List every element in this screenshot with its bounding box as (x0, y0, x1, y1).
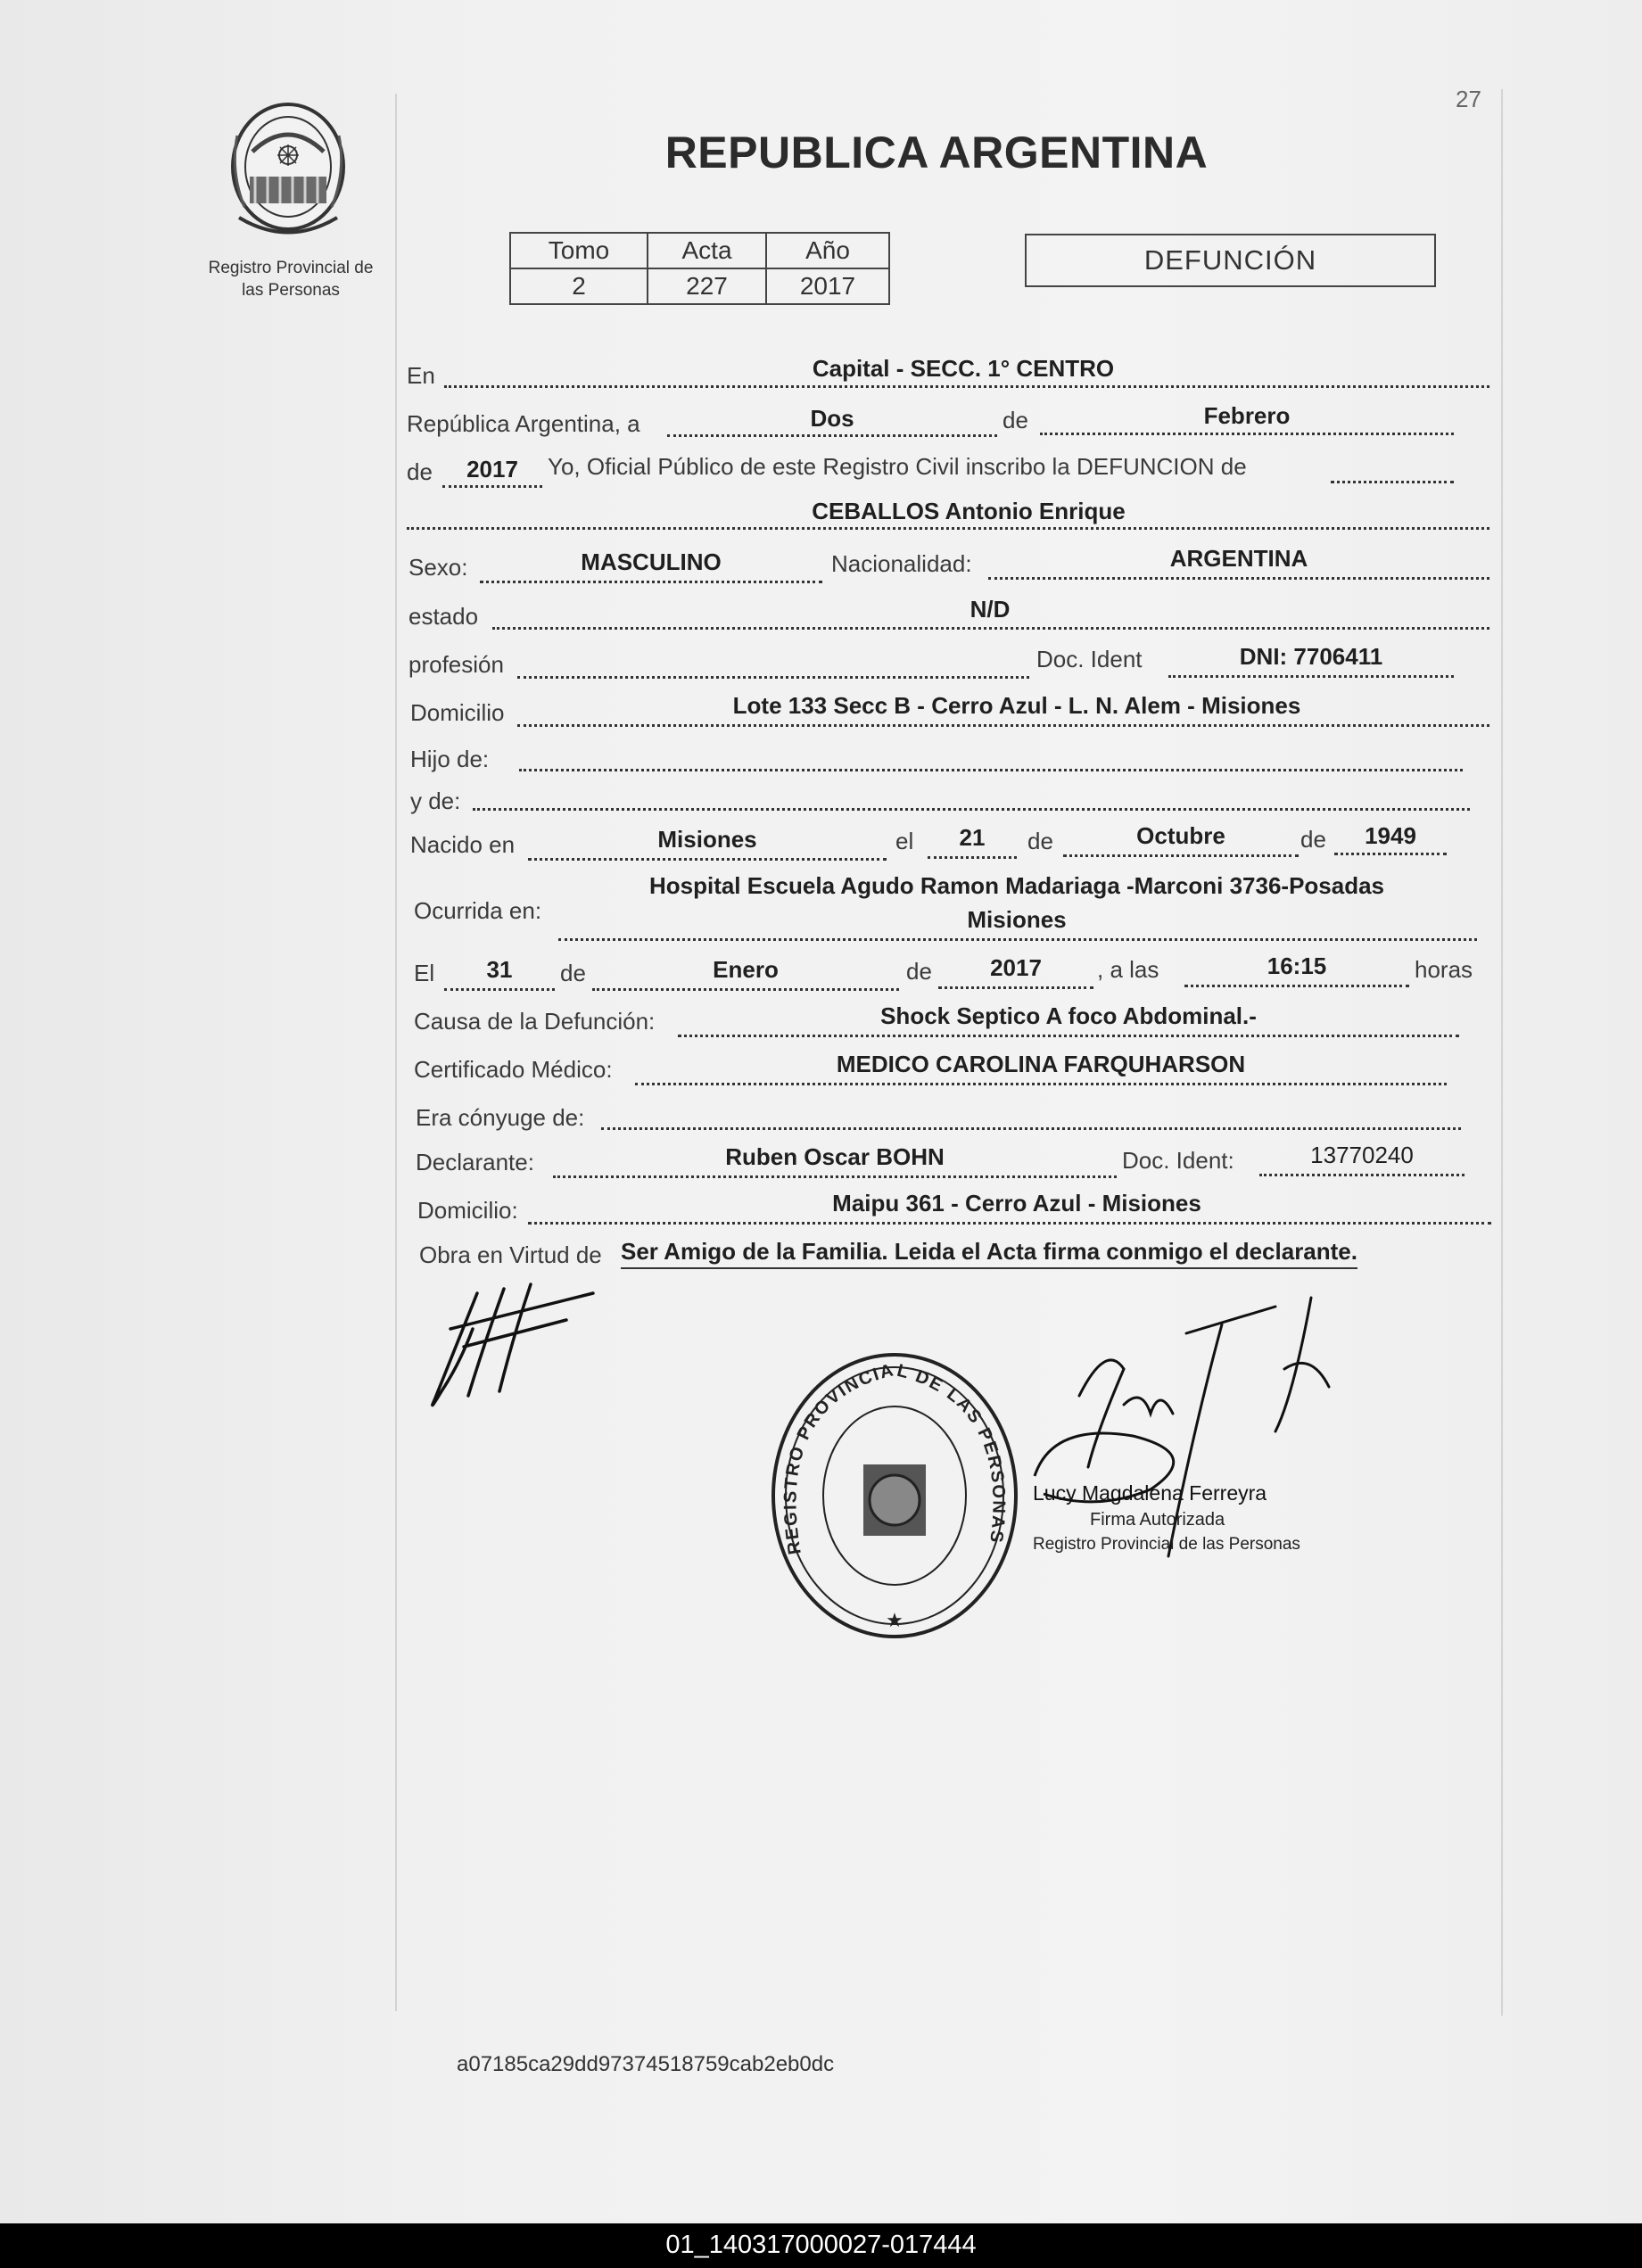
registry-label-line1: Registro Provincial de (208, 259, 374, 277)
fecha-defuncion-month-value: Enero (713, 956, 779, 983)
fecha-defuncion-year-line (938, 986, 1093, 989)
footer-bar (0, 2223, 1642, 2268)
doc-ident-line (1168, 675, 1454, 678)
nacido-de1-label: de (1027, 828, 1053, 854)
record-header-tomo: Tomo (510, 233, 648, 268)
official-office: Registro Provincial de las Personas (1033, 1535, 1300, 1554)
fecha-defuncion-day-line (444, 988, 555, 991)
fecha-defuncion-el-label: El (414, 960, 435, 986)
domicilio-line (517, 724, 1489, 727)
nacido-day-value: 21 (959, 824, 986, 851)
fecha-defuncion-month-line (592, 988, 899, 991)
nacido-label: Nacido en (410, 831, 516, 858)
record-value-tomo: 2 (510, 268, 648, 304)
fecha-defuncion-year-value: 2017 (990, 954, 1042, 981)
nombre-line (407, 527, 1489, 530)
doc-ident-label: Doc. Ident (1036, 646, 1143, 672)
conyuge-label: Era cónyuge de: (416, 1104, 585, 1131)
fecha-defuncion-day-value: 31 (486, 956, 513, 983)
sexo-label: Sexo: (408, 554, 468, 581)
nacido-place-value: Misiones (657, 826, 757, 853)
certificado-label: Certificado Médico: (414, 1056, 613, 1083)
sexo-value: MASCULINO (581, 548, 722, 575)
official-role: Firma Autorizada (1090, 1510, 1225, 1530)
official-stamp (765, 1348, 1024, 1643)
page-title: REPUBLICA ARGENTINA (664, 128, 1209, 177)
estado-value: N/D (970, 596, 1011, 623)
causa-label: Causa de la Defunción: (414, 1008, 656, 1035)
ocurrida-label: Ocurrida en: (414, 897, 542, 924)
nacionalidad-label: Nacionalidad: (831, 550, 972, 577)
inscripcion-text: Yo, Oficial Público de este Registro Civil inscribo la DEFUNCION de (548, 453, 1247, 480)
record-table-value-row (510, 268, 889, 304)
fecha-day-value: Dos (810, 405, 854, 432)
record-header-ano: Año (766, 233, 889, 268)
inscripcion-year-line (442, 485, 542, 488)
left-margin-line (395, 94, 397, 2011)
domicilio-value: Lote 133 Secc B - Cerro Azul - L. N. Alem - Misiones (732, 692, 1301, 719)
svg-text:REGISTRO PROVINCIAL DE LAS PER: REGISTRO PROVINCIAL DE LAS PERSONAS (780, 1360, 1009, 1556)
en-value: Capital - SECC. 1° CENTRO (812, 355, 1115, 382)
ocurrida-line2: Misiones (967, 906, 1067, 933)
domicilio-label: Domicilio (410, 699, 505, 726)
domicilio-declarante-value: Maipu 361 - Cerro Azul - Misiones (832, 1190, 1201, 1216)
inscripcion-year-value: 2017 (466, 456, 518, 482)
fecha-defuncion-time-line (1184, 985, 1409, 987)
declarante-doc-line (1259, 1174, 1465, 1176)
fecha-defuncion-time-value: 16:15 (1267, 953, 1327, 979)
document-type-box: DEFUNCIÓN (1025, 234, 1436, 287)
fecha-label: República Argentina, a (407, 410, 640, 437)
sexo-line (480, 581, 822, 583)
profesion-line (517, 676, 1029, 679)
registry-label-line2: las Personas (242, 281, 340, 300)
nacido-year-line (1334, 853, 1447, 855)
causa-line (678, 1035, 1459, 1037)
nombre-value: CEBALLOS Antonio Enrique (812, 498, 1126, 524)
certificado-line (635, 1083, 1447, 1085)
en-label: En (407, 362, 435, 389)
nacionalidad-line (988, 577, 1489, 580)
nacido-day-line (928, 856, 1017, 859)
domicilio-declarante-line (528, 1222, 1491, 1225)
fecha-de-label: de (1003, 407, 1028, 433)
fecha-defuncion-hora-label: , a las (1097, 956, 1159, 983)
fecha-day-line (667, 434, 997, 437)
fecha-defuncion-de1-label: de (560, 960, 586, 986)
declarant-signature (424, 1275, 602, 1409)
domicilio-declarante-label: Domicilio: (417, 1197, 518, 1224)
official-name: Lucy Magdalena Ferreyra (1033, 1481, 1267, 1505)
ocurrida-line1: Hospital Escuela Agudo Ramon Madariaga -Marconi 3736-Posadas (648, 872, 1385, 899)
hijo-de-line (519, 769, 1463, 771)
record-table (509, 232, 890, 305)
declarante-label: Declarante: (416, 1149, 534, 1175)
causa-value: Shock Septico A foco Abdominal.- (880, 1002, 1257, 1029)
province-crest-icon (221, 100, 355, 243)
record-table-header-row (510, 233, 889, 268)
svg-text:★: ★ (886, 1609, 904, 1631)
nacido-de2-label: de (1300, 826, 1326, 853)
document-hash: a07185ca29dd97374518759cab2eb0dc (457, 2052, 835, 2076)
fecha-month-value: Febrero (1203, 402, 1291, 429)
fecha-defuncion-de2-label: de (906, 958, 932, 985)
footer-id: 01_140317000027-017444 (665, 2231, 977, 2259)
nacionalidad-value: ARGENTINA (1169, 545, 1308, 572)
en-line (444, 385, 1489, 388)
nacido-month-value: Octubre (1136, 822, 1225, 849)
declarante-doc-label: Doc. Ident: (1122, 1147, 1234, 1174)
nacido-el-label: el (895, 828, 914, 854)
y-de-label: y de: (410, 788, 461, 814)
conyuge-line (601, 1127, 1461, 1130)
fecha-month-line (1040, 433, 1454, 435)
doc-ident-value: DNI: 7706411 (1239, 643, 1383, 670)
ocurrida-line (558, 938, 1477, 941)
inscripcion-de-label: de (407, 458, 433, 485)
nacido-year-value: 1949 (1365, 822, 1416, 849)
record-value-ano: 2017 (766, 268, 889, 304)
nacido-place-line (528, 858, 887, 861)
y-de-line (473, 808, 1470, 811)
declarante-line (553, 1175, 1117, 1178)
estado-line (492, 627, 1489, 630)
nacido-month-line (1063, 854, 1299, 857)
hijo-de-label: Hijo de: (410, 746, 490, 772)
profesion-label: profesión (408, 651, 504, 678)
inscripcion-tail-line (1331, 481, 1454, 483)
obra-label: Obra en Virtud de (419, 1241, 602, 1268)
declarante-doc-value: 13770240 (1310, 1142, 1414, 1168)
record-value-acta: 227 (648, 268, 766, 304)
obra-value: Ser Amigo de la Familia. Leida el Acta firma conmigo el declarante. (621, 1238, 1357, 1269)
right-margin-line (1501, 89, 1503, 2016)
page-number: 27 (1456, 86, 1481, 112)
certificado-value: MEDICO CAROLINA FARQUHARSON (836, 1051, 1246, 1077)
estado-label: estado (408, 603, 479, 630)
registry-label (178, 257, 403, 301)
declarante-value: Ruben Oscar BOHN (725, 1143, 945, 1170)
fecha-defuncion-horas-label: horas (1415, 956, 1473, 983)
record-header-acta: Acta (648, 233, 766, 268)
